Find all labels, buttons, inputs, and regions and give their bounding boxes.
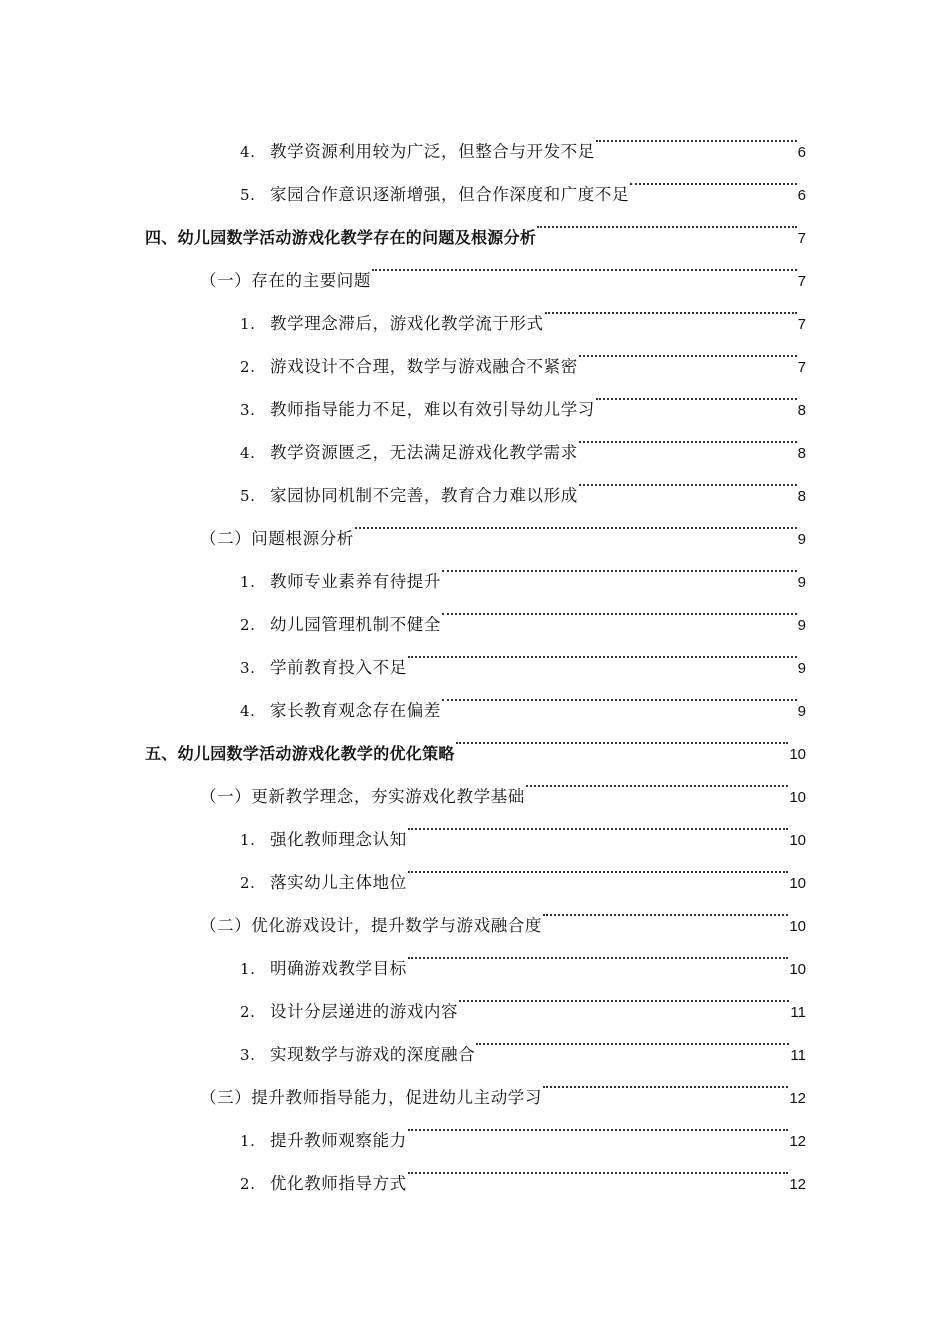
toc-entry-title: 游戏设计不合理，数学与游戏融合不紧密 xyxy=(270,357,578,376)
toc-entry-line xyxy=(240,673,806,720)
toc-entry[interactable] xyxy=(0,1060,950,1107)
toc-entry[interactable] xyxy=(0,630,950,677)
toc-entry[interactable] xyxy=(0,845,950,892)
toc-page-number: 12 xyxy=(789,1176,806,1193)
toc-dot-leader xyxy=(408,931,789,974)
toc-entry-line xyxy=(240,415,806,462)
toc-entry-number: 1. xyxy=(240,315,256,333)
toc-page-number: 9 xyxy=(797,531,806,548)
toc-entry-title: 落实幼儿主体地位 xyxy=(270,873,407,892)
toc-dot-leader xyxy=(596,372,797,415)
toc-entry[interactable] xyxy=(0,157,950,204)
toc-entry-number: 3. xyxy=(240,401,256,419)
toc-entry[interactable] xyxy=(0,1146,950,1193)
toc-entry-number: 1. xyxy=(240,960,256,978)
toc-dot-leader xyxy=(408,1103,789,1146)
toc-entry-line xyxy=(240,286,806,333)
toc-entry[interactable] xyxy=(0,114,950,161)
toc-entry-title: （二）优化游戏设计，提升数学与游戏融合度 xyxy=(200,916,542,935)
toc-dot-leader xyxy=(355,501,797,544)
toc-entry-line xyxy=(145,200,806,247)
toc-entry-number: 2. xyxy=(240,1175,256,1193)
toc-entry-line xyxy=(200,888,806,935)
toc-dot-leader xyxy=(543,888,788,931)
toc-entry-number: 1. xyxy=(240,831,256,849)
toc-entry-line xyxy=(240,458,806,505)
toc-entry-line xyxy=(240,802,806,849)
toc-entry[interactable] xyxy=(0,372,950,419)
toc-entry-title: 强化教师理念认知 xyxy=(270,830,407,849)
toc-page-number: 9 xyxy=(797,617,806,634)
toc-dot-leader xyxy=(372,243,797,286)
toc-entry-title: 幼儿园管理机制不健全 xyxy=(270,615,441,634)
toc-entry-number: 3. xyxy=(240,659,256,677)
toc-entry[interactable] xyxy=(0,544,950,591)
toc-entry[interactable] xyxy=(0,673,950,720)
toc-dot-leader xyxy=(442,544,797,587)
toc-dot-leader xyxy=(408,845,789,888)
toc-entry[interactable] xyxy=(0,243,950,290)
toc-entry[interactable] xyxy=(0,931,950,978)
toc-entry-line xyxy=(240,544,806,591)
toc-page-number: 10 xyxy=(789,746,806,763)
toc-entry-number: 4. xyxy=(240,143,256,161)
toc-dot-leader xyxy=(543,1060,788,1103)
toc-entry-text xyxy=(240,1162,407,1206)
toc-dot-leader xyxy=(408,630,797,673)
toc-dot-leader xyxy=(459,974,789,1017)
toc-entry-line xyxy=(240,329,806,376)
toc-page-number: 10 xyxy=(789,875,806,892)
toc-entry-number: 2. xyxy=(240,616,256,634)
toc-dot-leader xyxy=(579,458,797,501)
toc-entry-number: 1. xyxy=(240,1132,256,1150)
toc-entry-line xyxy=(200,243,806,290)
toc-dot-leader xyxy=(630,157,797,200)
toc-entry[interactable] xyxy=(0,200,950,247)
toc-entry-title: 设计分层递进的游戏内容 xyxy=(270,1002,459,1021)
toc-entry-number: 5. xyxy=(240,186,256,204)
toc-page-number: 6 xyxy=(797,187,806,204)
toc-entry-line xyxy=(240,372,806,419)
toc-entry-number: 5. xyxy=(240,487,256,505)
toc-entry-line xyxy=(200,501,806,548)
toc-dot-leader xyxy=(476,1017,789,1060)
toc-entry-line xyxy=(240,931,806,978)
toc-page-number: 8 xyxy=(797,445,806,462)
toc-entry-line xyxy=(240,157,806,204)
toc-entry-title: 实现数学与游戏的深度融合 xyxy=(270,1045,476,1064)
toc-page-number: 9 xyxy=(797,660,806,677)
toc-entry[interactable] xyxy=(0,501,950,548)
toc-entry-number: 1. xyxy=(240,573,256,591)
toc-page-number: 7 xyxy=(797,359,806,376)
toc-entry-title: 家长教育观念存在偏差 xyxy=(270,701,441,720)
toc-page-number: 11 xyxy=(790,1047,806,1064)
toc-entry[interactable] xyxy=(0,1103,950,1150)
toc-entry[interactable] xyxy=(0,415,950,462)
toc-dot-leader xyxy=(442,673,797,716)
toc-page-number: 10 xyxy=(789,789,806,806)
toc-dot-leader xyxy=(545,286,797,329)
toc-page-number: 7 xyxy=(797,273,806,290)
toc-entry-title: 提升教师观察能力 xyxy=(270,1131,407,1150)
toc-entry-title: 教师指导能力不足，难以有效引导幼儿学习 xyxy=(270,400,595,419)
toc-dot-leader xyxy=(442,587,797,630)
toc-entry[interactable] xyxy=(0,587,950,634)
toc-dot-leader xyxy=(537,200,796,243)
toc-page-number: 12 xyxy=(789,1133,806,1150)
toc-entry-line xyxy=(240,845,806,892)
toc-dot-leader xyxy=(579,415,797,458)
toc-page-number: 8 xyxy=(797,488,806,505)
toc-page-number: 12 xyxy=(789,1090,806,1107)
toc-entry-number: 4. xyxy=(240,702,256,720)
toc-page-number: 10 xyxy=(789,961,806,978)
toc-entry[interactable] xyxy=(0,802,950,849)
toc-entry-title: （一）存在的主要问题 xyxy=(200,271,371,290)
toc-page-number: 10 xyxy=(789,832,806,849)
toc-entry-line xyxy=(200,1060,806,1107)
toc-entry-line xyxy=(240,1017,806,1064)
toc-entry-title: （三）提升教师指导能力，促进幼儿主动学习 xyxy=(200,1088,542,1107)
table-of-contents xyxy=(0,114,950,1193)
toc-entry-title: 家园合作意识逐渐增强，但合作深度和广度不足 xyxy=(270,185,630,204)
toc-entry-line xyxy=(240,587,806,634)
toc-entry-title: 四、幼儿园数学活动游戏化教学存在的问题及根源分析 xyxy=(145,228,537,247)
toc-entry-title: 优化教师指导方式 xyxy=(270,1174,407,1193)
toc-entry-title: 教学理念滞后，游戏化教学流于形式 xyxy=(270,314,544,333)
toc-page-number: 9 xyxy=(797,574,806,591)
toc-entry-title: 家园协同机制不完善，教育合力难以形成 xyxy=(270,486,578,505)
toc-page-number: 10 xyxy=(789,918,806,935)
toc-entry-number: 3. xyxy=(240,1046,256,1064)
toc-entry-title: 明确游戏教学目标 xyxy=(270,959,407,978)
toc-entry[interactable] xyxy=(0,329,950,376)
toc-entry-title: 五、幼儿园数学活动游戏化教学的优化策略 xyxy=(145,744,455,763)
toc-entry-line xyxy=(240,114,806,161)
toc-entry-line xyxy=(240,1146,806,1193)
toc-page-number: 9 xyxy=(797,703,806,720)
toc-page-number: 11 xyxy=(790,1004,806,1021)
toc-entry-line xyxy=(200,759,806,806)
toc-page-number: 8 xyxy=(797,402,806,419)
toc-entry-number: 4. xyxy=(240,444,256,462)
toc-page-number: 6 xyxy=(797,144,806,161)
toc-dot-leader xyxy=(596,114,797,157)
toc-entry[interactable] xyxy=(0,1017,950,1064)
toc-entry[interactable] xyxy=(0,974,950,1021)
toc-entry-title: 学前教育投入不足 xyxy=(270,658,407,677)
toc-entry-title: 教师专业素养有待提升 xyxy=(270,572,441,591)
toc-dot-leader xyxy=(579,329,797,372)
toc-entry[interactable] xyxy=(0,888,950,935)
toc-entry[interactable] xyxy=(0,716,950,763)
toc-page-number: 7 xyxy=(797,316,806,333)
toc-entry-title: （一）更新教学理念，夯实游戏化教学基础 xyxy=(200,787,525,806)
toc-dot-leader xyxy=(456,716,789,759)
toc-dot-leader xyxy=(408,1146,789,1189)
toc-entry-title: 教学资源匮乏，无法满足游戏化教学需求 xyxy=(270,443,578,462)
toc-entry[interactable] xyxy=(0,286,950,333)
toc-entry-line xyxy=(145,716,806,763)
toc-entry-number: 2. xyxy=(240,1003,256,1021)
toc-entry-number: 2. xyxy=(240,358,256,376)
toc-entry[interactable] xyxy=(0,759,950,806)
toc-entry[interactable] xyxy=(0,458,950,505)
toc-entry-line xyxy=(240,630,806,677)
toc-page-number: 7 xyxy=(797,230,806,247)
toc-dot-leader xyxy=(526,759,788,802)
toc-entry-line xyxy=(240,974,806,1021)
toc-dot-leader xyxy=(408,802,789,845)
toc-entry-title: （二）问题根源分析 xyxy=(200,529,354,548)
toc-entry-line xyxy=(240,1103,806,1150)
toc-entry-title: 教学资源利用较为广泛，但整合与开发不足 xyxy=(270,142,595,161)
toc-entry-number: 2. xyxy=(240,874,256,892)
